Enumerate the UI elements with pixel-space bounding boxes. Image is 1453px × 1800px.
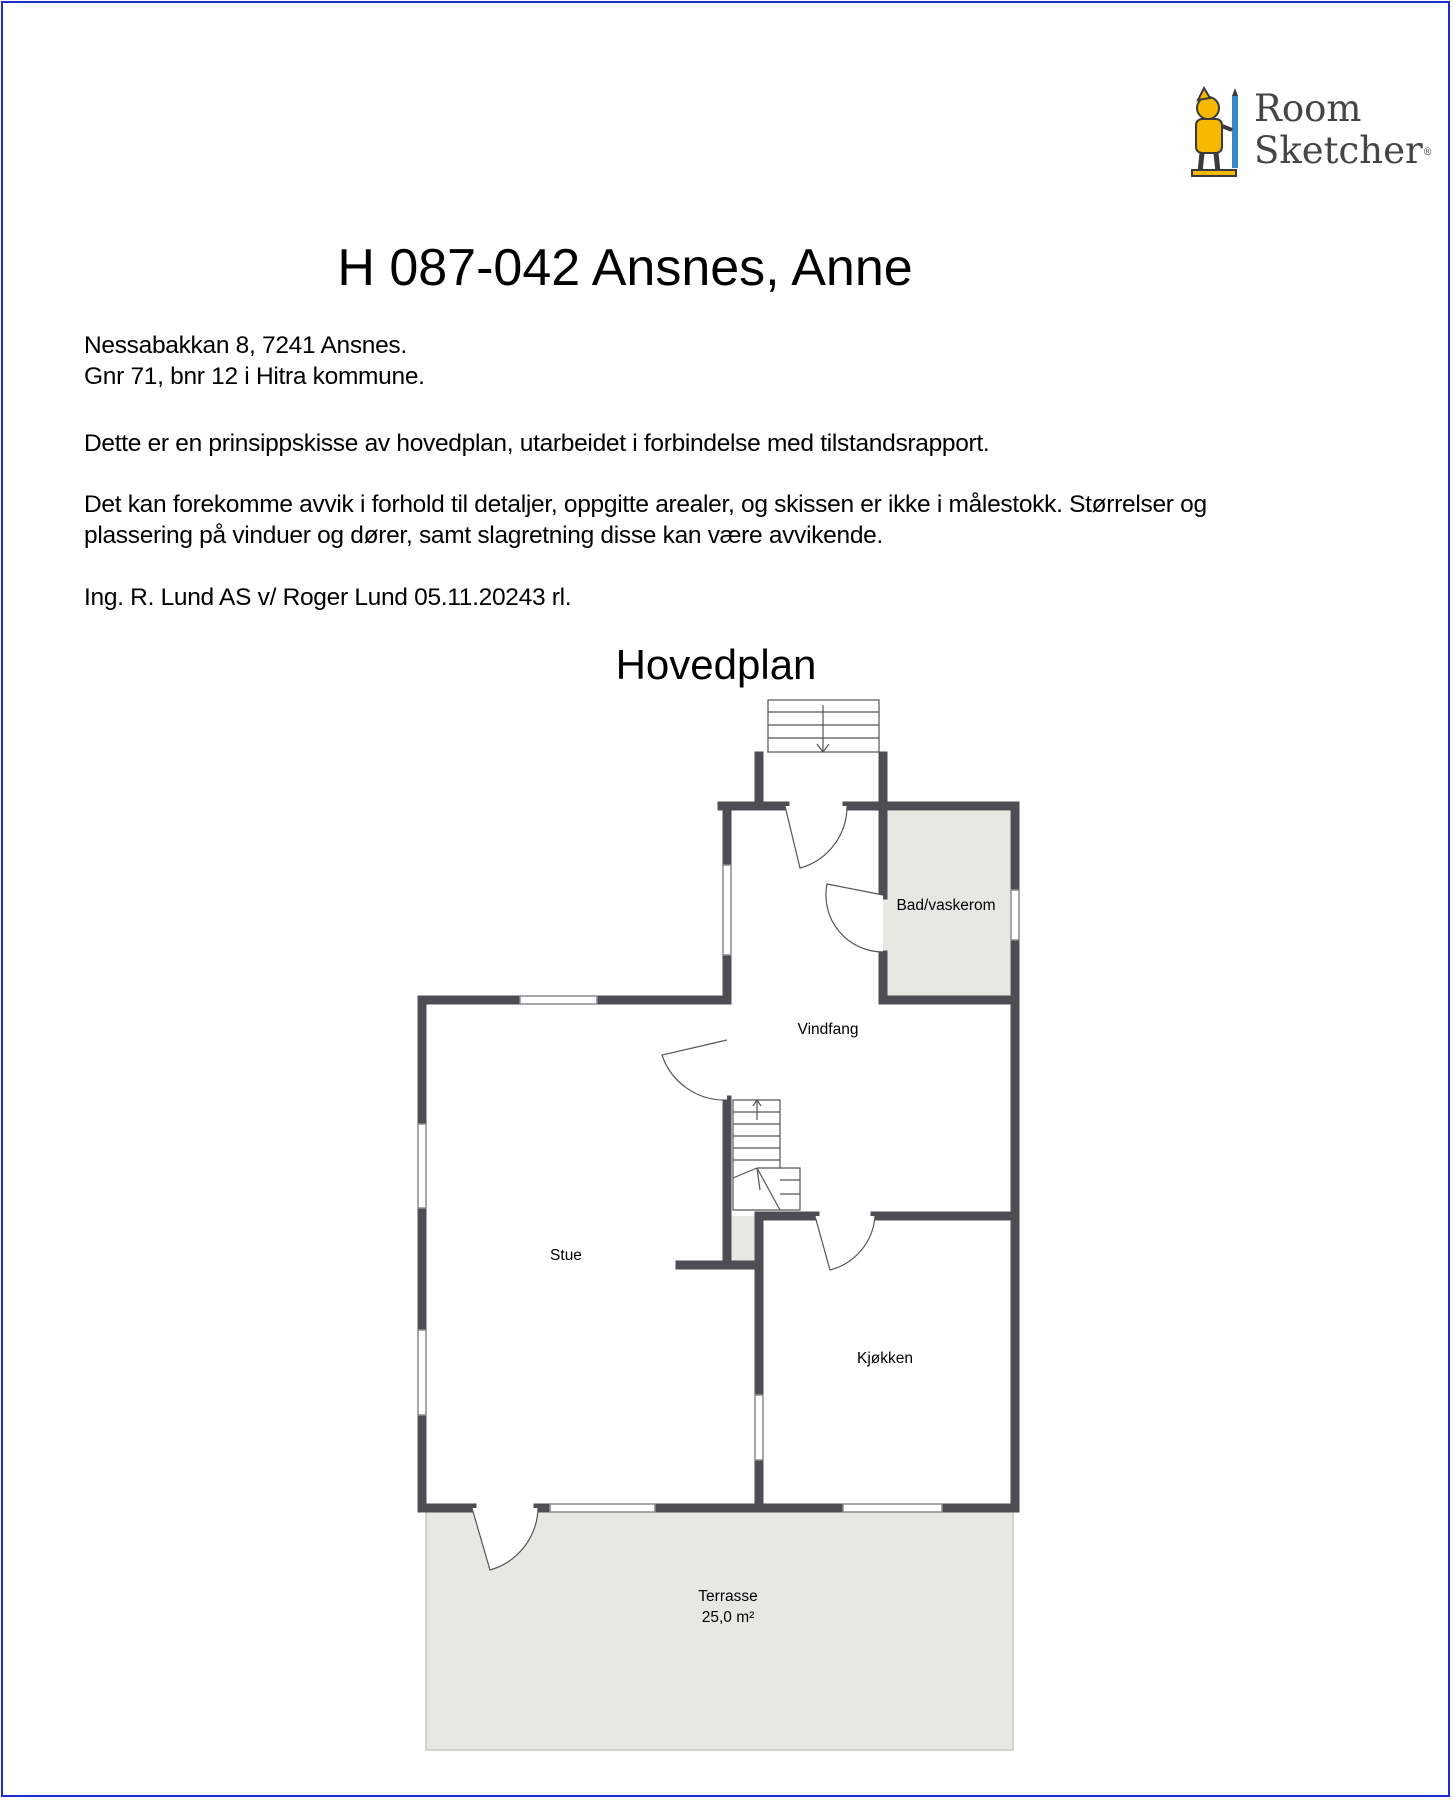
interior-stairs bbox=[733, 1100, 800, 1210]
page-title: H 087-042 Ansnes, Anne bbox=[337, 239, 913, 297]
description-text: Dette er en prinsippskisse av hovedplan, utarbeidet i forbindelse med tilstandsrapport. bbox=[84, 430, 990, 457]
room-label-terrace: Terrasse bbox=[698, 1588, 758, 1605]
doors bbox=[472, 806, 883, 1570]
registered-mark: ® bbox=[1422, 147, 1433, 158]
window-living-west-2 bbox=[418, 1330, 426, 1415]
address-line: Nessabakkan 8, 7241 Ansnes. bbox=[84, 332, 407, 359]
room-label-kitchen: Kjøkken bbox=[857, 1350, 913, 1367]
door-front bbox=[785, 806, 847, 868]
door-kitchen bbox=[815, 1216, 875, 1270]
window-living-north bbox=[520, 996, 597, 1004]
signature-line: Ing. R. Lund AS v/ Roger Lund 05.11.20243 rl. bbox=[84, 584, 572, 611]
window-living-west-1 bbox=[418, 1124, 426, 1208]
disclaimer-line2: plassering på vinduer og dører, samt slagretning disse kan være avvikende. bbox=[84, 522, 883, 549]
brand-name-line1: Room bbox=[1254, 87, 1362, 130]
room-label-bathroom: Bad/vaskerom bbox=[896, 897, 996, 914]
brand-name-line2: Sketcher bbox=[1254, 129, 1423, 172]
window-entry bbox=[723, 865, 731, 955]
window-living-south bbox=[550, 1504, 655, 1512]
entrance-stairs bbox=[768, 700, 879, 752]
room-label-living: Stue bbox=[550, 1247, 582, 1264]
property-line: Gnr 71, bnr 12 i Hitra kommune. bbox=[84, 363, 425, 390]
disclaimer-line1: Det kan forekomme avvik i forhold til detaljer, oppgitte arealer, og skissen er ikke i målestokk. Størrelser og bbox=[84, 491, 1207, 518]
window-bathroom bbox=[1011, 890, 1019, 940]
door-living bbox=[662, 1040, 727, 1100]
window-kitchen-south bbox=[843, 1504, 942, 1512]
opening-kitchen-living bbox=[755, 1395, 763, 1460]
door-bathroom bbox=[826, 884, 883, 952]
room-label-entry: Vindfang bbox=[797, 1021, 859, 1038]
room-area-terrace: 25,0 m² bbox=[701, 1609, 755, 1626]
plan-title: Hovedplan bbox=[615, 641, 817, 688]
